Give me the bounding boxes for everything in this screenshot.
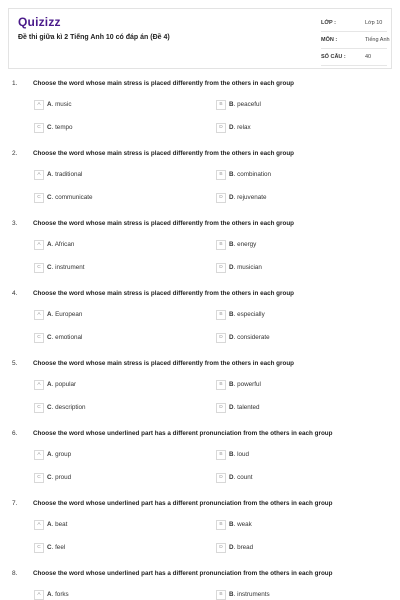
- question-text: Choose the word whose main stress is placed differently from the others in each group: [33, 150, 295, 157]
- option-label: B. weak: [229, 521, 252, 528]
- meta-value: Tiếng Anh: [365, 37, 390, 43]
- option-checkbox[interactable]: C: [34, 193, 44, 203]
- option-label: C. description: [47, 404, 86, 411]
- option-letter: A: [47, 311, 52, 318]
- option-label: C. communicate: [47, 194, 93, 201]
- option-word: group: [55, 451, 72, 458]
- option-word: loud: [237, 451, 249, 458]
- option-checkbox[interactable]: D: [216, 403, 226, 413]
- option-letter: D: [229, 124, 234, 131]
- meta-row-count: [321, 51, 387, 66]
- option-checkbox[interactable]: B: [216, 170, 226, 180]
- question-number: 5.: [12, 360, 18, 367]
- option-letter: C: [47, 474, 52, 481]
- option-word: bread: [237, 544, 254, 551]
- option-letter: A: [47, 521, 52, 528]
- question-text: Choose the word whose main stress is placed differently from the others in each group: [33, 220, 295, 227]
- option-checkbox[interactable]: C: [34, 333, 44, 343]
- option-word: powerful: [237, 381, 261, 388]
- option-checkbox[interactable]: B: [216, 310, 226, 320]
- meta-value: Lớp 10: [365, 20, 383, 26]
- question-text: Choose the word whose main stress is placed differently from the others in each group: [33, 80, 295, 87]
- meta-label: LỚP :: [321, 20, 336, 26]
- question-text: Choose the word whose underlined part has a different pronunciation from the others in each group: [33, 430, 333, 437]
- option-label: B. especially: [229, 311, 265, 318]
- option-checkbox[interactable]: B: [216, 450, 226, 460]
- option-checkbox[interactable]: A: [34, 310, 44, 320]
- question-number: 2.: [12, 150, 18, 157]
- option-checkbox[interactable]: C: [34, 403, 44, 413]
- option-word: talented: [237, 404, 260, 411]
- option-label: D. count: [229, 474, 253, 481]
- option-label: D. bread: [229, 544, 254, 551]
- option-label: C. emotional: [47, 334, 83, 341]
- question-number: 6.: [12, 430, 18, 437]
- option-label: A. European: [47, 311, 83, 318]
- option-checkbox[interactable]: A: [34, 170, 44, 180]
- option-label: B. peaceful: [229, 101, 261, 108]
- question-number: 7.: [12, 500, 18, 507]
- option-letter: C: [47, 124, 52, 131]
- option-word: especially: [237, 311, 265, 318]
- quizizz-logo: Quizizz: [18, 15, 61, 29]
- option-label: D. talented: [229, 404, 260, 411]
- question-text: Choose the word whose underlined part has a different pronunciation from the others in each group: [33, 570, 333, 577]
- option-letter: D: [229, 544, 234, 551]
- meta-panel: [321, 17, 390, 68]
- option-letter: A: [47, 591, 52, 598]
- option-checkbox[interactable]: D: [216, 543, 226, 553]
- option-letter: B: [229, 171, 234, 178]
- option-letter: C: [47, 264, 52, 271]
- option-word: African: [54, 241, 75, 248]
- meta-value: 40: [365, 54, 372, 60]
- option-word: popular: [55, 381, 77, 388]
- option-letter: A: [47, 451, 52, 458]
- option-letter: B: [229, 381, 234, 388]
- option-word: European: [55, 311, 83, 318]
- option-label: D. musician: [229, 264, 262, 271]
- option-letter: B: [229, 521, 234, 528]
- option-word: combination: [237, 171, 272, 178]
- option-word: weak: [237, 521, 252, 528]
- option-label: A. popular: [47, 381, 77, 388]
- document-title: Đề thi giữa kì 2 Tiếng Anh 10 có đáp án (Đề 4): [18, 34, 170, 41]
- option-checkbox[interactable]: A: [34, 100, 44, 110]
- option-checkbox[interactable]: B: [216, 520, 226, 530]
- option-label: A. traditional: [47, 171, 83, 178]
- option-checkbox[interactable]: A: [34, 520, 44, 530]
- option-checkbox[interactable]: B: [216, 100, 226, 110]
- option-word: forks: [55, 591, 69, 598]
- option-checkbox[interactable]: D: [216, 263, 226, 273]
- option-letter: D: [229, 404, 234, 411]
- option-label: B. instruments: [229, 591, 270, 598]
- option-label: C. tempo: [47, 124, 73, 131]
- worksheet-header: [8, 8, 392, 69]
- option-word: tempo: [55, 124, 73, 131]
- option-letter: C: [47, 404, 52, 411]
- option-letter: D: [229, 194, 234, 201]
- option-checkbox[interactable]: B: [216, 240, 226, 250]
- option-letter: A: [47, 381, 52, 388]
- option-checkbox[interactable]: A: [34, 590, 44, 600]
- option-word: musician: [237, 264, 262, 271]
- option-label: A. forks: [47, 591, 69, 598]
- option-label: C. proud: [47, 474, 72, 481]
- option-letter: B: [229, 451, 234, 458]
- option-label: D. rejuvenate: [229, 194, 267, 201]
- option-checkbox[interactable]: C: [34, 123, 44, 133]
- option-checkbox[interactable]: B: [216, 380, 226, 390]
- option-letter: D: [229, 264, 234, 271]
- option-checkbox[interactable]: C: [34, 473, 44, 483]
- meta-row-subject: [321, 34, 390, 49]
- option-checkbox[interactable]: D: [216, 333, 226, 343]
- option-label: D. relax: [229, 124, 251, 131]
- option-word: emotional: [55, 334, 83, 341]
- option-checkbox[interactable]: D: [216, 193, 226, 203]
- question-number: 3.: [12, 220, 18, 227]
- option-word: instruments: [237, 591, 270, 598]
- option-label: B. combination: [229, 171, 272, 178]
- question-number: 8.: [12, 570, 18, 577]
- option-word: traditional: [55, 171, 83, 178]
- option-word: music: [55, 101, 72, 108]
- option-label: C. feel: [47, 544, 66, 551]
- option-word: feel: [55, 544, 66, 551]
- option-letter: C: [47, 194, 52, 201]
- question-text: Choose the word whose main stress is placed differently from the others in each group: [33, 290, 295, 297]
- option-checkbox[interactable]: D: [216, 473, 226, 483]
- option-word: instrument: [55, 264, 85, 271]
- option-word: considerate: [237, 334, 270, 341]
- option-word: peaceful: [237, 101, 261, 108]
- option-word: relax: [237, 124, 251, 131]
- option-checkbox[interactable]: D: [216, 123, 226, 133]
- option-letter: C: [47, 334, 52, 341]
- option-label: D. considerate: [229, 334, 270, 341]
- option-letter: D: [229, 334, 234, 341]
- option-letter: B: [229, 241, 234, 248]
- option-word: energy: [237, 241, 257, 248]
- meta-label: SỐ CÂU :: [321, 54, 346, 60]
- option-word: count: [237, 474, 253, 481]
- option-checkbox[interactable]: B: [216, 590, 226, 600]
- option-checkbox[interactable]: C: [34, 263, 44, 273]
- question-number: 1.: [12, 80, 18, 87]
- question-text: Choose the word whose main stress is placed differently from the others in each group: [33, 360, 295, 367]
- option-letter: A: [47, 101, 52, 108]
- option-label: A. music: [47, 101, 72, 108]
- option-label: A. beat: [47, 521, 68, 528]
- meta-label: MÔN :: [321, 37, 338, 43]
- option-checkbox[interactable]: A: [34, 450, 44, 460]
- option-letter: B: [229, 311, 234, 318]
- option-label: C. instrument: [47, 264, 85, 271]
- meta-row-grade: [321, 17, 387, 32]
- option-checkbox[interactable]: A: [34, 380, 44, 390]
- option-checkbox[interactable]: A: [34, 240, 44, 250]
- option-letter: A: [47, 241, 52, 248]
- option-letter: D: [229, 474, 234, 481]
- option-letter: B: [229, 591, 234, 598]
- option-label: B. energy: [229, 241, 257, 248]
- option-word: communicate: [55, 194, 93, 201]
- option-word: description: [55, 404, 86, 411]
- option-word: proud: [55, 474, 72, 481]
- question-text: Choose the word whose underlined part has a different pronunciation from the others in each group: [33, 500, 333, 507]
- option-word: beat: [55, 521, 68, 528]
- option-label: B. powerful: [229, 381, 261, 388]
- option-label: A. African: [47, 241, 75, 248]
- option-checkbox[interactable]: C: [34, 543, 44, 553]
- option-letter: B: [229, 101, 234, 108]
- option-letter: C: [47, 544, 52, 551]
- option-word: rejuvenate: [237, 194, 267, 201]
- option-label: A. group: [47, 451, 72, 458]
- option-label: B. loud: [229, 451, 249, 458]
- question-number: 4.: [12, 290, 18, 297]
- option-letter: A: [47, 171, 52, 178]
